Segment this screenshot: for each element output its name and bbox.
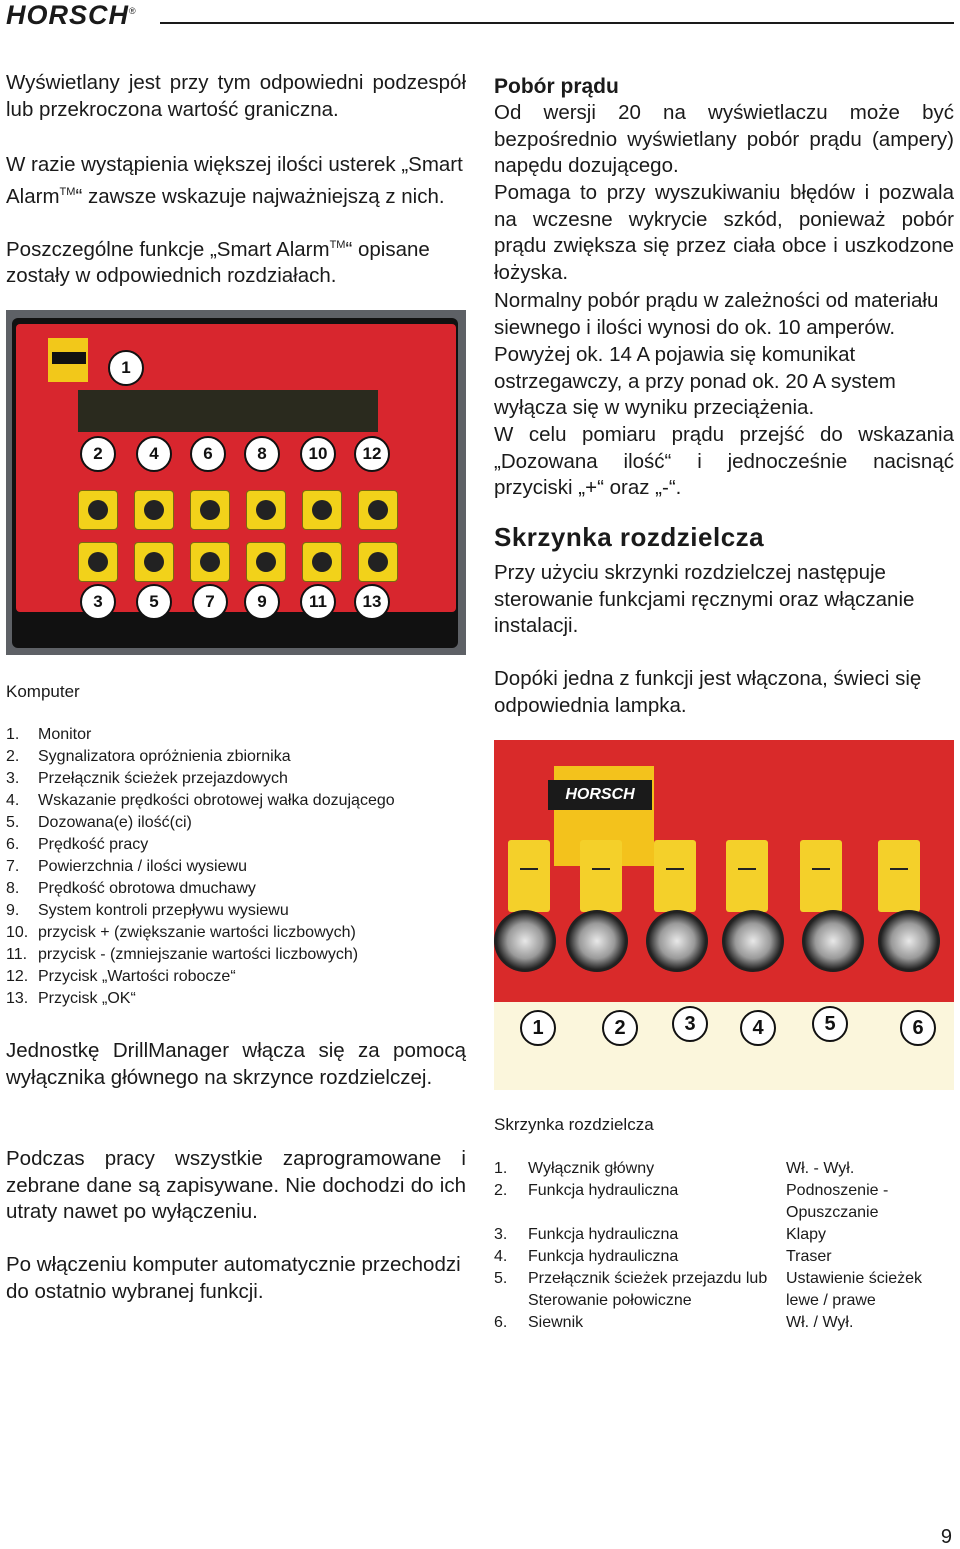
callout-4: 4 xyxy=(136,436,172,472)
left-paragraph-6: Po włączeniu komputer automatycznie przechodzi do ostatnio wybranej funkcji. xyxy=(6,1253,461,1303)
label-plate-2 xyxy=(580,840,622,912)
table-row: 1. Wyłącznik główny Wł. - Wył. xyxy=(494,1160,855,1177)
left-paragraph-1: Wyświetlany jest przy tym odpowiedni podzespół lub przekroczona wartość graniczna. xyxy=(6,71,466,121)
list-item: 13. Przycisk „OK“ xyxy=(6,990,136,1007)
list-item: 2. Sygnalizatora opróżnienia zbiornika xyxy=(6,748,291,765)
key-6 xyxy=(190,490,230,530)
key-3 xyxy=(78,542,118,582)
page-number: 9 xyxy=(940,1526,952,1548)
toggle-switch-3 xyxy=(646,910,708,972)
callout-11: 11 xyxy=(300,584,336,620)
box-logo: HORSCH xyxy=(554,766,654,866)
toggle-switch-2 xyxy=(566,910,628,972)
box-callout-3: 3 xyxy=(672,1006,708,1042)
list-item: 11. przycisk - (zmniejszanie wartości liczbowych) xyxy=(6,946,359,963)
key-2 xyxy=(78,490,118,530)
left-paragraph-4: Jednostkę DrillManager włącza się za pomocą wyłącznika głównego na skrzynce rozdzielczej. xyxy=(6,1039,466,1089)
panel-logo xyxy=(48,338,88,382)
callout-6: 6 xyxy=(190,436,226,472)
right-paragraph-2: Pomaga to przy wyszukiwaniu błędów i pozwala na wczesne wykrycie szkód, ponieważ pobór prądu zwiększa się przez ciała obce i uszkodzone łożyska. xyxy=(494,181,954,284)
right-paragraph-3: Normalny pobór prądu w zależności od materiału siewnego i ilości wynosi do ok. 10 amperów. xyxy=(494,289,939,339)
callout-3: 3 xyxy=(80,584,116,620)
left-paragraph-3: Poszczególne funkcje „Smart Alarm™“ opisane zostały w odpowiednich rozdziałach. xyxy=(6,237,430,288)
toggle-switch-6 xyxy=(878,910,940,972)
section-heading-current: Pobór prądu xyxy=(494,75,619,98)
box-callout-4: 4 xyxy=(740,1010,776,1046)
list-item: 1. Monitor xyxy=(6,726,92,743)
table-row: 5. Przełącznik ścieżek przejazdu lub Sterowanie połowiczne Ustawienie ścieżek lewe / prawe xyxy=(494,1270,923,1309)
lcd-display xyxy=(78,390,378,432)
key-11 xyxy=(302,542,342,582)
list-item: 9. System kontroli przepływu wysiewu xyxy=(6,902,289,919)
key-13 xyxy=(358,542,398,582)
right-paragraph-7: Dopóki jedna z funkcji jest włączona, świeci się odpowiednia lampka. xyxy=(494,667,922,717)
list-item: 7. Powierzchnia / ilości wysiewu xyxy=(6,858,247,875)
table-row: 6. Siewnik Wł. / Wył. xyxy=(494,1314,854,1331)
right-paragraph-5: W celu pomiaru prądu przejść do wskazania „Dozowana ilość“ i jednocześnie nacisnąć przyciski „+“ oraz „-“. xyxy=(494,423,954,499)
right-paragraph-4: Powyżej ok. 14 A pojawia się komunikat ostrzegawczy, a przy ponad ok. 20 A system wyłącza się w wyniku przeciążenia. xyxy=(494,343,896,419)
label-plate-3 xyxy=(654,840,696,912)
list-item: 6. Prędkość pracy xyxy=(6,836,149,853)
callout-1: 1 xyxy=(108,350,144,386)
callout-7: 7 xyxy=(192,584,228,620)
switch-box-photo xyxy=(494,740,954,1090)
key-4 xyxy=(134,490,174,530)
horsch-logo: HORSCH® xyxy=(6,0,137,30)
callout-9: 9 xyxy=(244,584,280,620)
list-item: 10. przycisk + (zwiększanie wartości liczbowych) xyxy=(6,924,356,941)
list-item: 3. Przełącznik ścieżek przejazdowych xyxy=(6,770,288,787)
right-paragraph-6: Przy użyciu skrzynki rozdzielczej następuje sterowanie funkcjami ręcznymi oraz włączanie instalacji. xyxy=(494,561,915,637)
key-9 xyxy=(246,542,286,582)
figure-caption-computer: Komputer xyxy=(6,682,80,701)
list-item: 5. Dozowana(e) ilość(ci) xyxy=(6,814,192,831)
left-paragraph-5: Podczas pracy wszystkie zaprogramowane i zebrane dane są zapisywane. Nie dochodzi do ich utraty nawet po wyłączeniu. xyxy=(6,1147,466,1223)
callout-8: 8 xyxy=(244,436,280,472)
callout-13: 13 xyxy=(354,584,390,620)
key-10 xyxy=(302,490,342,530)
callout-5: 5 xyxy=(136,584,172,620)
figure-caption-box: Skrzynka rozdzielcza xyxy=(494,1115,654,1134)
table-row: 2. Funkcja hydrauliczna Podnoszenie - Opuszczanie xyxy=(494,1182,889,1221)
list-item: 4. Wskazanie prędkości obrotowej wałka dozującego xyxy=(6,792,395,809)
label-plate-6 xyxy=(878,840,920,912)
computer-panel-photo xyxy=(6,310,466,655)
table-row: 3. Funkcja hydrauliczna Klapy xyxy=(494,1226,827,1243)
key-7 xyxy=(190,542,230,582)
key-12 xyxy=(358,490,398,530)
computer-legend-list xyxy=(6,724,466,1010)
list-item: 12. Przycisk „Wartości robocze“ xyxy=(6,968,236,985)
box-callout-1: 1 xyxy=(520,1010,556,1046)
list-item: 8. Prędkość obrotowa dmuchawy xyxy=(6,880,256,897)
toggle-switch-5 xyxy=(802,910,864,972)
label-plate-5 xyxy=(800,840,842,912)
box-callout-5: 5 xyxy=(812,1006,848,1042)
right-paragraph-1: Od wersji 20 na wyświetlaczu może być bezpośrednio wyświetlany pobór prądu (ampery) napędu dozującego. xyxy=(494,101,954,177)
box-callout-2: 2 xyxy=(602,1010,638,1046)
label-plate-4 xyxy=(726,840,768,912)
callout-10: 10 xyxy=(300,436,336,472)
callout-2: 2 xyxy=(80,436,116,472)
key-5 xyxy=(134,542,174,582)
toggle-switch-4 xyxy=(722,910,784,972)
switch-box-table xyxy=(494,1158,954,1334)
toggle-switch-1 xyxy=(494,910,556,972)
section-heading-box: Skrzynka rozdzielcza xyxy=(494,522,765,552)
header-rule xyxy=(160,22,954,24)
label-plate-1 xyxy=(508,840,550,912)
table-row: 4. Funkcja hydrauliczna Traser xyxy=(494,1248,832,1265)
callout-12: 12 xyxy=(354,436,390,472)
key-8 xyxy=(246,490,286,530)
left-paragraph-2: W razie wystąpienia większej ilości usterek „Smart Alarm™“ zawsze wskazuje najważniejszą z nich. xyxy=(6,153,463,208)
box-callout-6: 6 xyxy=(900,1010,936,1046)
